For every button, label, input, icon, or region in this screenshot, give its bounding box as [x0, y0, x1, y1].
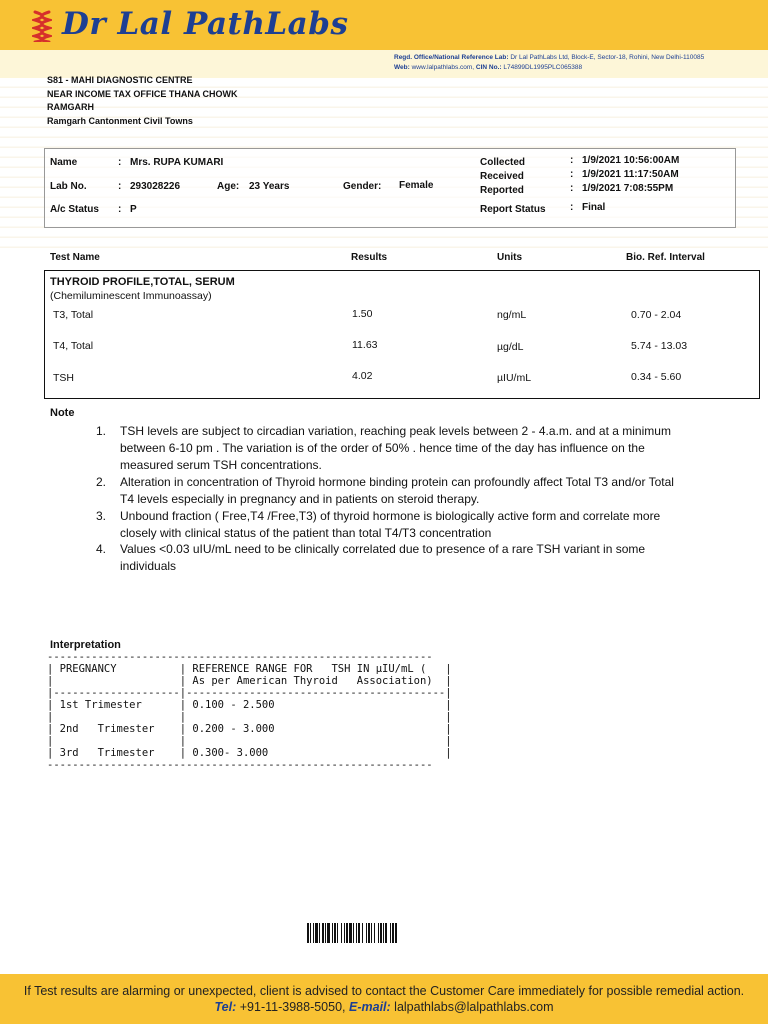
ac-status-value: P [130, 204, 137, 215]
row-unit: ng/mL [497, 309, 527, 321]
collected-label: Collected [480, 157, 526, 168]
row-test: T3, Total [53, 309, 94, 321]
name-label: Name [50, 157, 78, 168]
barcode-bar [366, 923, 367, 943]
note-item: TSH levels are subject to circadian variation, reaching peak levels between 2 - 4.a.m. and at a minimum between 6-10 pm . The variation is of the order of 50% . hence time of the day has influence on the measured serum TSH concentrations. [120, 424, 671, 472]
barcode-bar [327, 923, 330, 943]
barcode-bar [334, 923, 336, 943]
barcode-bar [353, 923, 354, 943]
col-results: Results [351, 252, 388, 263]
note-title: Note [50, 407, 75, 419]
brand-logo: Dr Lal PathLabs [62, 6, 349, 42]
row-ref: 0.70 - 2.04 [631, 309, 682, 321]
row-test: TSH [53, 372, 74, 384]
barcode-bar [349, 923, 352, 943]
report-status-label: Report Status [480, 204, 546, 215]
footer-band [0, 974, 768, 1024]
age-value: 23 Years [249, 181, 290, 192]
web-cin: Web: www.lalpathlabs.com, CIN No.: L74899DL1995PLC065388 [394, 64, 583, 71]
barcode-bar [341, 923, 342, 943]
row-unit: µg/dL [497, 341, 524, 353]
barcode-bar [310, 923, 311, 943]
barcode-bar [307, 923, 309, 943]
interpretation-table: ------------------------------------------------------------- | PREGNANCY | REFERENCE RANGE FOR TSH IN µIU/mL ( | | | As per American Thyroid Association) | |--------------------|-----------------------------------------| | 1st Trimester | 0.100 - 2.500 | | | | | 2nd Trimester | 0.200 - 3.000 | | | | | 3rd Trimester | 0.300- 3.000 | ------------------------------------------------------------- [47, 651, 452, 771]
barcode-bar [383, 923, 384, 943]
barcode-bar [368, 923, 370, 943]
note-item: Unbound fraction ( Free,T4 /Free,T3) of thyroid hormone is biologically active form and correlate more closely with clinical status of the patient than total T4/T3 concentration [120, 509, 661, 540]
panel-title: THYROID PROFILE,TOTAL, SERUM [50, 276, 235, 288]
report-status-value: Final [582, 202, 606, 213]
barcode-bar [392, 923, 394, 943]
barcode-bar [356, 923, 357, 943]
col-test-name: Test Name [50, 252, 100, 263]
barcode-bar [378, 923, 379, 943]
col-units: Units [497, 252, 522, 263]
row-test: T4, Total [53, 340, 94, 352]
col-bio-ref: Bio. Ref. Interval [626, 252, 705, 263]
patient-name: Mrs. RUPA KUMARI [130, 157, 224, 168]
barcode-bar [313, 923, 314, 943]
barcode-bar [325, 923, 326, 943]
row-result: 1.50 [352, 308, 373, 320]
barcode-bar [358, 923, 360, 943]
received-label: Received [480, 171, 524, 182]
ac-status-label: A/c Status [50, 204, 99, 215]
barcode-bar [374, 923, 375, 943]
barcode [307, 923, 471, 943]
labno-label: Lab No. [50, 181, 87, 192]
row-result: 11.63 [352, 339, 378, 351]
interpretation-title: Interpretation [50, 639, 121, 651]
footer-contact: Tel: +91-11-3988-5050, E-mail: lalpathlabs@lalpathlabs.com [214, 1000, 554, 1014]
barcode-bar [395, 923, 397, 943]
barcode-bar [380, 923, 382, 943]
gender-value: Female [399, 180, 434, 191]
barcode-bar [332, 923, 333, 943]
lab-number: 293028226 [130, 181, 181, 192]
note-item: Alteration in concentration of Thyroid hormone binding protein can profoundly affect Total T3 and/or Total T4 levels especially in pregnancy and in patients on steroid therapy. [120, 475, 674, 506]
barcode-bar [390, 923, 391, 943]
footer-advice: If Test results are alarming or unexpected, client is advised to contact the Customer Care immediately for possible remedial action. [23, 984, 745, 998]
row-unit: µIU/mL [497, 372, 532, 384]
note-item: Values <0.03 uIU/mL need to be clinically correlated due to presence of a rare TSH variant in some individuals [120, 542, 646, 573]
gender-label: Gender: [343, 181, 382, 192]
received-value: 1/9/2021 11:17:50AM [582, 169, 679, 180]
barcode-bar [385, 923, 387, 943]
barcode-bar [346, 923, 348, 943]
reported-label: Reported [480, 185, 524, 196]
barcode-bar [362, 923, 363, 943]
row-result: 4.02 [352, 370, 373, 382]
age-label: Age: [217, 181, 240, 192]
barcode-bar [322, 923, 324, 943]
row-ref: 0.34 - 5.60 [631, 371, 682, 383]
panel-method: (Chemiluminescent Immunoassay) [50, 290, 212, 302]
barcode-bar [371, 923, 372, 943]
reported-value: 1/9/2021 7:08:55PM [582, 183, 674, 194]
centre-address: S81 - MAHI DIAGNOSTIC CENTRE NEAR INCOME TAX OFFICE THANA CHOWK RAMGARH Ramgarh Cantonment Civil Towns [47, 75, 238, 126]
barcode-bar [337, 923, 338, 943]
dna-helix-icon [32, 10, 52, 42]
collected-value: 1/9/2021 10:56:00AM [582, 155, 680, 166]
regd-office: Regd. Office/National Reference Lab: Dr Lal PathLabs Ltd, Block-E, Sector-18, Rohini, New Delhi-110085 [394, 54, 705, 61]
barcode-bar [319, 923, 320, 943]
barcode-bar [315, 923, 318, 943]
row-ref: 5.74 - 13.03 [631, 340, 688, 352]
barcode-bar [344, 923, 345, 943]
